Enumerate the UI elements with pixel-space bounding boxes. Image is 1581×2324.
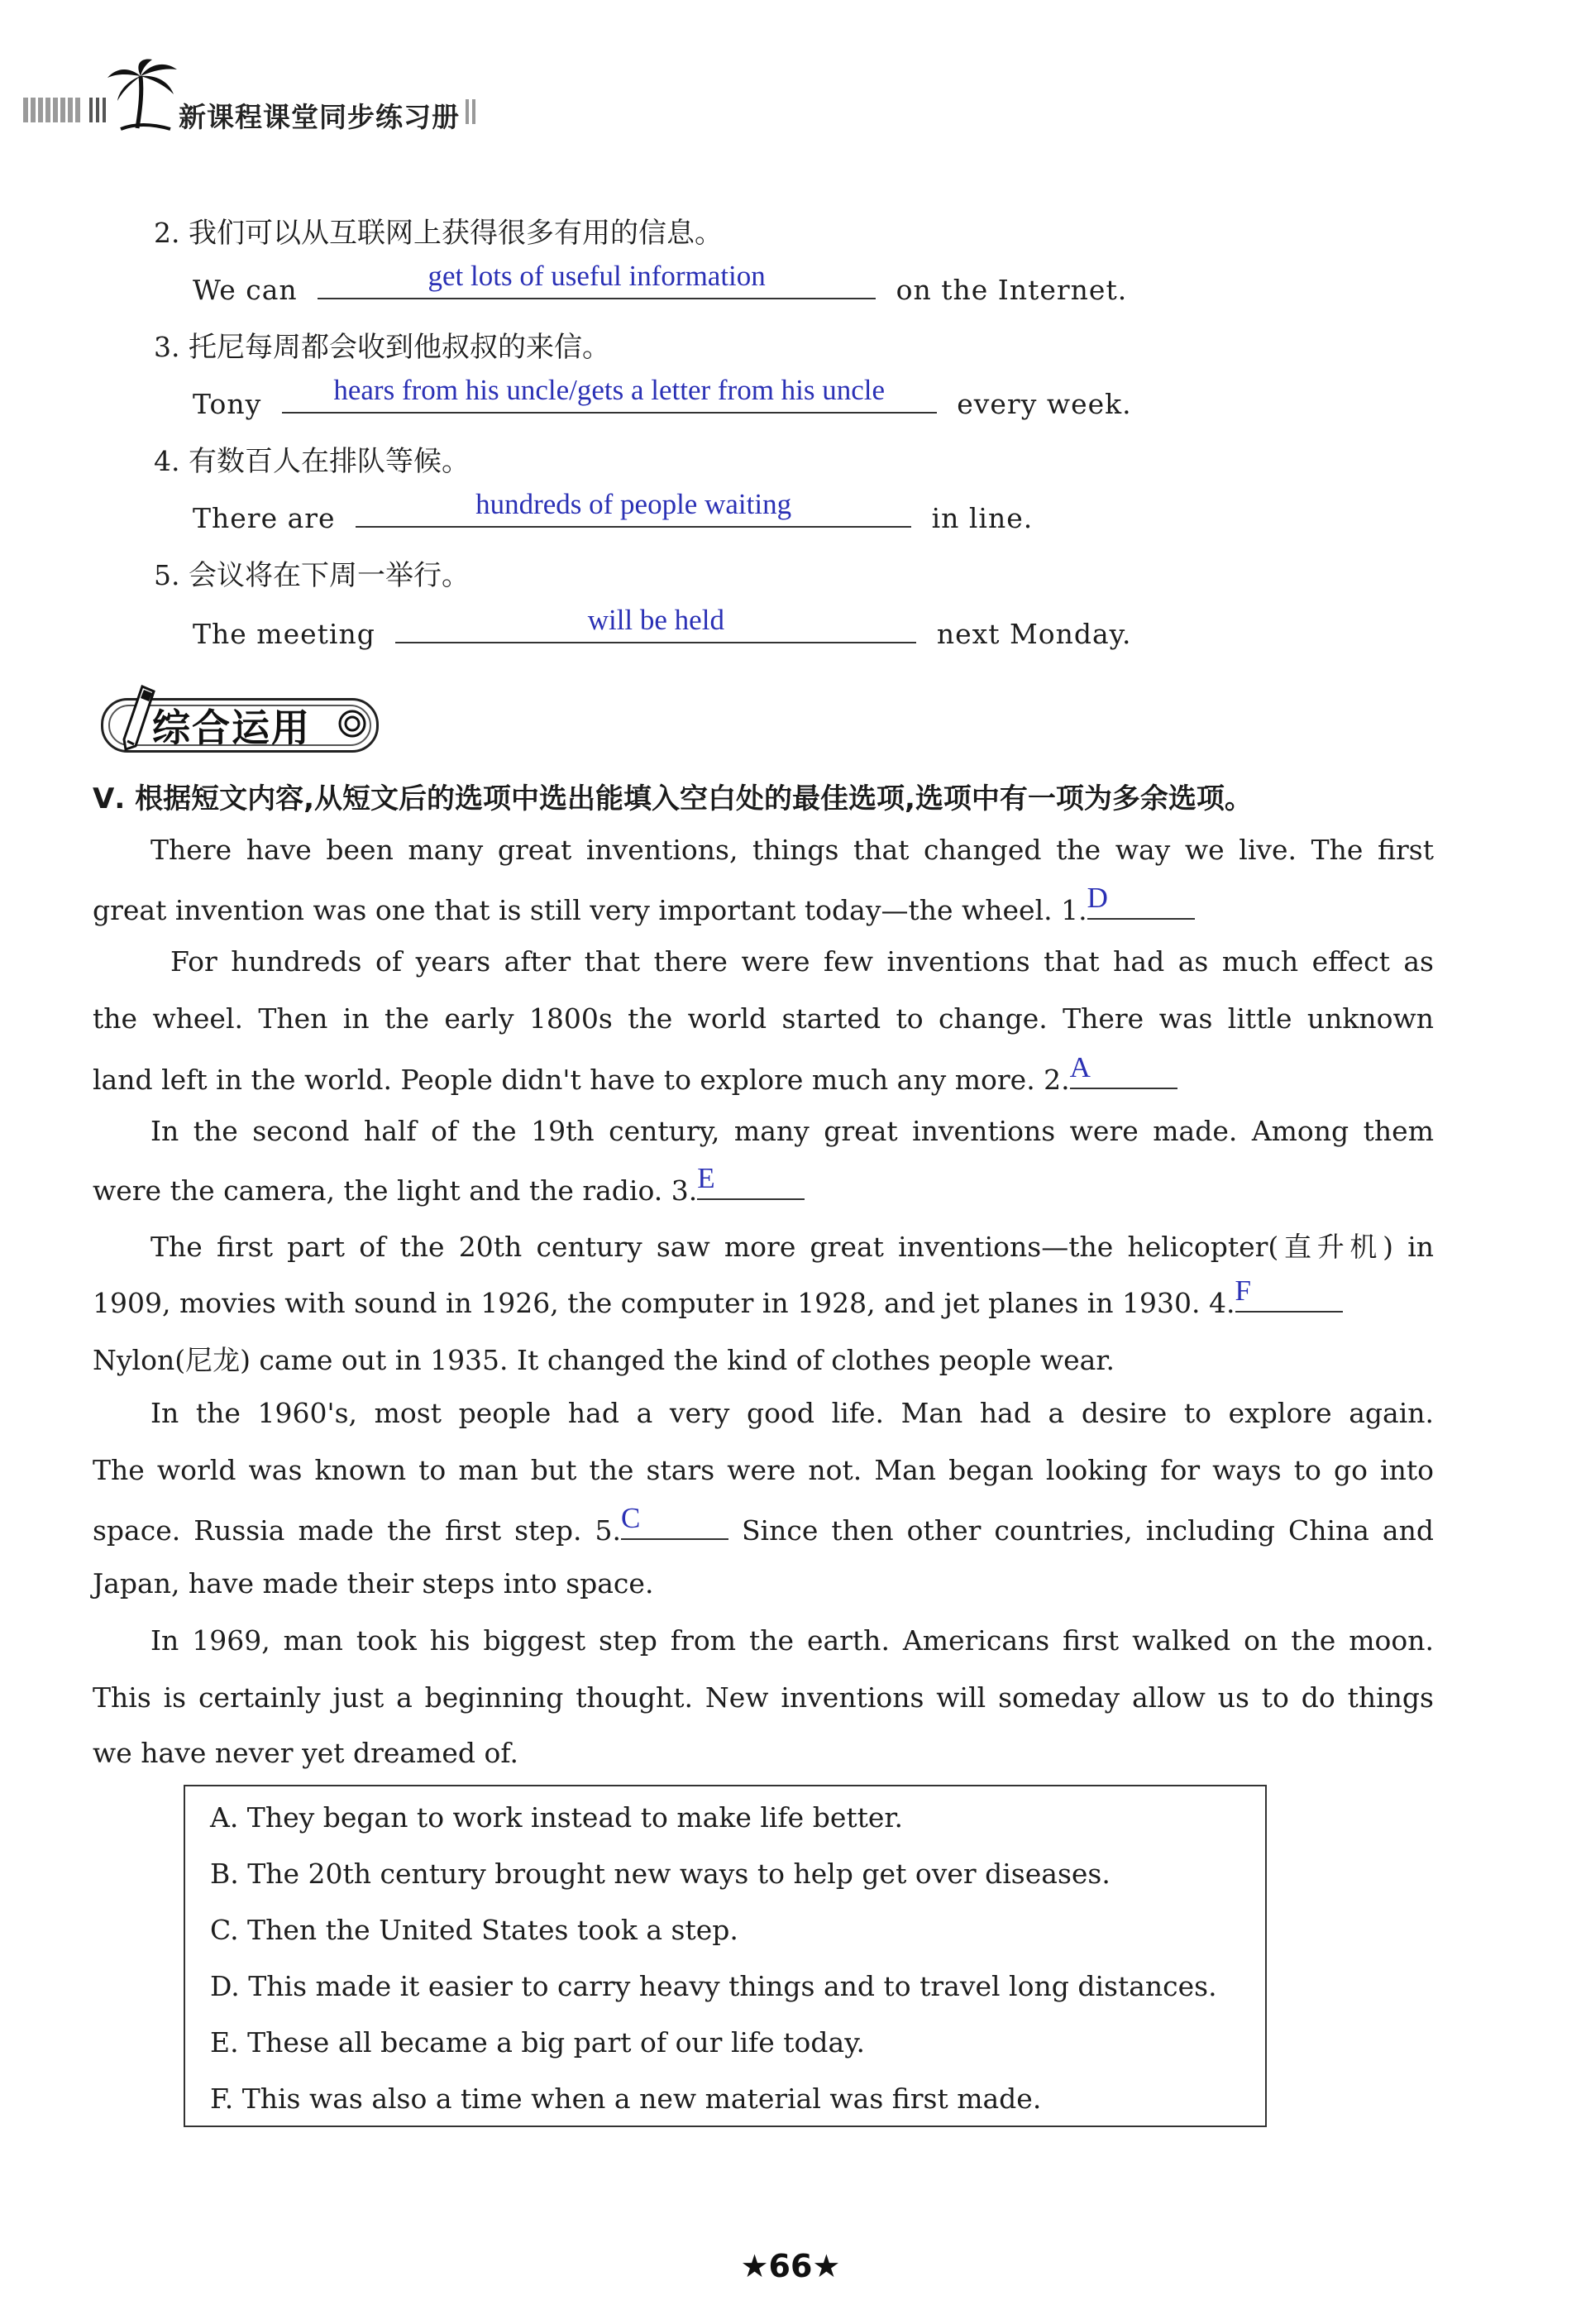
handwritten-answer: D <box>1087 882 1108 914</box>
passage-line: 1909, movies with sound in 1926, the computer in 1928, and jet planes in 1930. 4. F <box>93 1283 1434 1319</box>
header-stripe-decoration <box>466 99 477 124</box>
passage-line: In the 1960's, most people had a very good life. Man had a desire to explore again. <box>150 1397 1434 1429</box>
passage-line: In 1969, man took his biggest step from the earth. Americans first walked on the moon. <box>150 1624 1434 1657</box>
ring-icon <box>337 709 367 739</box>
option-a: A. They began to work instead to make life better. <box>210 1801 904 1834</box>
translation-item-3-english: Tony hears from his uncle/gets a letter from his uncle every week. <box>193 374 1132 420</box>
translation-item-4-chinese: 4. 有数百人在排队等候。 <box>154 445 470 478</box>
page-number: ★66★ <box>740 2248 841 2284</box>
passage-line: great invention was one that is still very important today—the wheel. 1. D <box>93 890 1434 926</box>
translation-item-4-english: There are hundreds of people waiting in line. <box>193 488 1034 534</box>
passage-blank-5[interactable] <box>620 1502 728 1540</box>
translation-item-2-english: We can get lots of useful information on the Internet. <box>193 260 1128 306</box>
translation-item-3-chinese: 3. 托尼每周都会收到他叔叔的来信。 <box>154 331 610 364</box>
option-f: F. This was also a time when a new material was first made. <box>210 2083 1042 2115</box>
passage-blank-4[interactable] <box>1235 1274 1343 1313</box>
options-box <box>184 1785 1267 2127</box>
section-title: 综合运用 <box>152 705 311 750</box>
handwritten-answer: F <box>1235 1274 1251 1307</box>
palm-tree-icon <box>104 58 183 132</box>
passage-line: space. Russia made the first step. 5. C Since then other countries, including China and <box>93 1502 1434 1547</box>
passage-line: For hundreds of years after that there were few inventions that had as much effect as <box>170 945 1434 978</box>
passage-line: The first part of the 20th century saw more great inventions—the helicopter(直升机) in <box>150 1231 1434 1263</box>
passage-line: were the camera, the light and the radio. 3. E <box>93 1170 1434 1207</box>
translation-item-5-chinese: 5. 会议将在下周一举行。 <box>154 559 470 592</box>
passage-line: we have never yet dreamed of. <box>93 1737 518 1769</box>
handwritten-answer: E <box>697 1162 715 1194</box>
header-stripe-decoration <box>23 98 81 122</box>
workbook-title: 新课程课堂同步练习册 <box>179 101 460 133</box>
option-b: B. The 20th century brought new ways to help get over diseases. <box>210 1858 1111 1890</box>
translation-item-5-english: The meeting will be held next Monday. <box>193 604 1132 650</box>
translation-item-2-chinese: 2. 我们可以从互联网上获得很多有用的信息。 <box>154 217 723 250</box>
handwritten-answer: hundreds of people waiting <box>475 488 792 520</box>
passage-line: land left in the world. People didn't have to explore much any more. 2. A <box>93 1059 1434 1096</box>
passage-blank-1[interactable] <box>1087 882 1195 920</box>
handwritten-answer: A <box>1069 1051 1091 1083</box>
passage-blank-3[interactable] <box>697 1162 805 1200</box>
exercise-instruction: Ⅴ. 根据短文内容,从短文后的选项中选出能填入空白处的最佳选项,选项中有一项为多余选项。 <box>93 782 1253 815</box>
option-e: E. These all became a big part of our life today. <box>210 2026 865 2059</box>
passage-line: Nylon(尼龙) came out in 1935. It changed the kind of clothes people wear. <box>93 1344 1115 1376</box>
handwritten-answer: get lots of useful information <box>427 260 766 292</box>
passage-line: the wheel. Then in the early 1800s the world started to change. There was little unknown <box>93 1002 1434 1035</box>
section-banner <box>93 688 382 758</box>
handwritten-answer: will be held <box>587 604 724 636</box>
passage-line: Japan, have made their steps into space. <box>93 1567 654 1600</box>
passage-line: In the second half of the 19th century, many great inventions were made. Among them <box>150 1115 1434 1147</box>
page-header <box>23 58 486 132</box>
answer-blank[interactable] <box>395 604 916 643</box>
passage-blank-2[interactable] <box>1069 1051 1177 1089</box>
option-d: D. This made it easier to carry heavy things and to travel long distances. <box>210 1970 1217 2002</box>
passage-line: This is certainly just a beginning thought. New inventions will someday allow us to do things <box>93 1681 1434 1714</box>
handwritten-answer: C <box>620 1502 641 1534</box>
handwritten-answer: hears from his uncle/gets a letter from his uncle <box>333 374 886 406</box>
passage-line: The world was known to man but the stars were not. Man began looking for ways to go into <box>93 1454 1434 1486</box>
option-c: C. Then the United States took a step. <box>210 1914 738 1946</box>
passage-line: There have been many great inventions, things that changed the way we live. The first <box>150 834 1434 866</box>
